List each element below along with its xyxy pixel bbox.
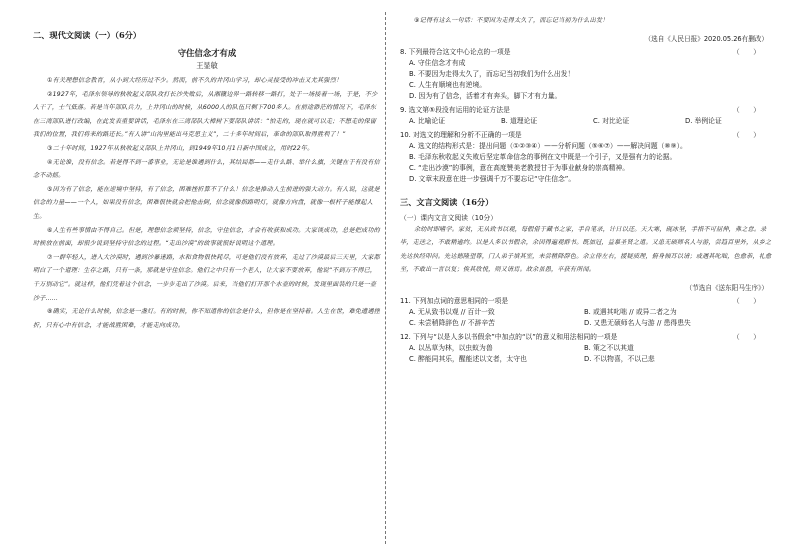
paragraph: ⑦一群年轻人，进入大沙漠时，遇到沙暴迷路，水和食物很快耗尽，可是他们没有放弃，走过了沙漠最后三天里，大家都明白了一个道理：生存之路，只有一条，那就是守住信念。他们之中只有一个老人，让大家不要放弃，他说“不到万不得已，千万别动它”。就这样，他们凭着这个信念，一步步走出了沙漠。后来，当他们打开那个水壶的时候，发现里面装的只是一壶沙子…… — [33, 253, 380, 302]
option: C. 醉能同其乐，醒能述以文者，太守也 — [409, 354, 527, 363]
answer-blank: （ ） — [732, 296, 760, 305]
option: C. 对比论证 — [593, 116, 630, 125]
right-column — [400, 14, 772, 365]
options-9 — [400, 116, 772, 127]
option: B. 策之不以其道 — [584, 343, 634, 352]
option: B. 不要因为走得太久了，而忘记当初我们为什么出发！ — [409, 69, 575, 78]
section-title: 二、现代文阅读（一）（6分） — [33, 30, 142, 40]
options-10 — [400, 141, 772, 185]
option: A. 无从致书以观 // 百计一致 — [409, 307, 495, 316]
paragraph: ⑨记得有这么一句话：不要因为走得太久了，而忘记当初为什么出发！ — [414, 17, 609, 24]
question-11 — [400, 296, 772, 307]
article-author: 王显敏 — [196, 61, 218, 70]
article-title: 守住信念才有成 — [177, 48, 237, 58]
source-citation: （节选自《送东阳马生序》） — [685, 283, 768, 292]
option: C. 未尝稍降辞色 // 不辞辛苦 — [409, 318, 495, 327]
option: B. 毛泽东秋收起义失败后坚定革命信念的事例在文中既是一个引子，又是强有力的论据。 — [409, 152, 677, 161]
question-stem: 10. 对选文的理解和分析不正确的一项是 — [400, 130, 522, 139]
paragraph: ⑤因为有了信念，能在逆境中坚持，有了信念，困难挫折算不了什么！信念是推动人生前进的强大动力。有人说，这就是信念的力量——一个人，如果没有信念，困难很快就会把他击倒，信念就像指路明灯，就像方向盘，就像一根杆子能撑起人生。 — [33, 185, 380, 220]
options-8 — [400, 58, 772, 102]
options-11 — [400, 307, 772, 329]
paragraph: ⑥人生有些事情由不得自己。但是，理想信念须坚持，信念，守住信念，才会有收获和成功。大家谈成功，总是把成功的时候放在前面，却很少说到坚持守信念的过程。“走出沙漠”的故事就很好说明这个道理。 — [33, 226, 380, 248]
option: A. 比喻论证 — [409, 116, 446, 125]
left-column — [33, 30, 381, 332]
source-citation: （选自《人民日报》2020.05.26有删改） — [644, 34, 768, 43]
option: D. 不以物喜，不以己悲 — [584, 354, 655, 363]
answer-blank: （ ） — [732, 105, 760, 114]
option: D. 又患无硕师名人与游 // 患得患失 — [584, 318, 691, 327]
answer-blank: （ ） — [732, 47, 760, 56]
classical-passage: 余幼时即嗜学。家贫，无从致书以观，每假借于藏书之家，手自笔录，计日以还。天大寒，砚冰坚，手指不可屈伸，弗之怠。录毕，走送之，不敢稍逾约。以是人多以书假余，余因得遍观群书。既加冠，益慕圣贤之道。又患无硕师名人与游，尝趋百里外，从乡之先达执经叩问。先达德隆望尊，门人弟子填其室，未尝稍降辞色。余立侍左右，援疑质理，俯身倾耳以请；或遇其叱咄，色愈恭，礼愈至，不敢出一言以复；俟其欣悦，则又请焉。故余虽愚，卒获有所闻。 — [400, 225, 772, 274]
option: D. 因为有了信念，活着才有奔头，脚下才有力量。 — [409, 91, 562, 100]
question-stem: 12. 下列与“以是人多以书假余”中加点的“以”的意义和用法相同的一项是 — [400, 332, 618, 341]
question-10 — [400, 130, 772, 141]
option: A. 选文的结构形式是：提出问题（①②③④）——分析问题（⑤⑥⑦）——解决问题（⑧⑨）。 — [409, 141, 687, 150]
option: B. 道理论证 — [501, 116, 538, 125]
column-divider — [385, 12, 386, 544]
question-stem: 9. 选文第⑤段没有运用的论证方法是 — [400, 105, 510, 114]
answer-blank: （ ） — [732, 130, 760, 139]
option: D. 文章末段意在进一步强调千万不要忘记“守住信念”。 — [409, 174, 576, 183]
option: B. 或遇其叱咄 // 或异二者之为 — [584, 307, 677, 316]
option: D. 举例论证 — [685, 116, 722, 125]
option: A. 守住信念才有成 — [409, 58, 466, 67]
paragraph: ①有关理想信念教育，从小到大经历过不少。然而，前不久的井冈山学习，却心灵接受的冲击又尤其强烈！ — [47, 77, 343, 84]
question-stem: 8. 下列最符合这文中心论点的一项是 — [400, 47, 511, 56]
paragraph: ③二十年时间，1927年从秋收起义部队上井冈山，到1949年10月1日新中国成立，用时22年。 — [47, 144, 314, 152]
section-title: 三、文言文阅读（16分） — [400, 196, 494, 207]
subsection-title: （一）课内文言文阅读（10分） — [400, 213, 498, 222]
question-stem: 11. 下列加点词的意思相同的一项是 — [400, 296, 509, 305]
question-12 — [400, 332, 772, 343]
options-12 — [400, 343, 772, 365]
option: C. “走出沙漠”的事例，意在高度赞美老教授甘于为事业献身的崇高精神。 — [409, 163, 630, 172]
paragraph: ②1927年，毛泽东领导的秋收起义部队攻打长沙失败后，从湘赣边界一路转移一路打，处于一场接着一场，于是，不少人干了，士气低落。若是当年部队兵力，上井冈山的时候，从6000人的队伍只剩下700多人。在前途渺茫的情况下，毛泽东在三湾部队进行改编，在此发表重要讲话，毛泽东在三湾部队大樟树下要部队讲话：“怕走的，现在就可以走；不想走的保留我们的位置，我们将来的路还长。”有人讲“山沟里能出马克思主义”，二十多年时间后，革命的部队取得胜利了！” — [33, 90, 378, 139]
question-9 — [400, 105, 772, 116]
option: A. 以丛草为林，以虫蚁为兽 — [409, 343, 493, 352]
paragraph: ⑧确实，无论什么时候，信念是一盏灯。有的时候，你不知道你的信念是什么，但你是在坚持着。人生在世，难免遭遇挫折，只有心中有信念，才能战胜困难，才能走向成功。 — [33, 308, 380, 329]
question-8 — [400, 47, 772, 58]
paragraph: ④无论谁，没有信念。若是得不到一番事业，无论是谁遇到什么，其结局都——走什么路、举什么旗，关键在于有没有信念不动摇。 — [33, 158, 380, 180]
option: C. 人生有顺境也有逆境。 — [409, 80, 487, 89]
answer-blank: （ ） — [732, 332, 760, 341]
